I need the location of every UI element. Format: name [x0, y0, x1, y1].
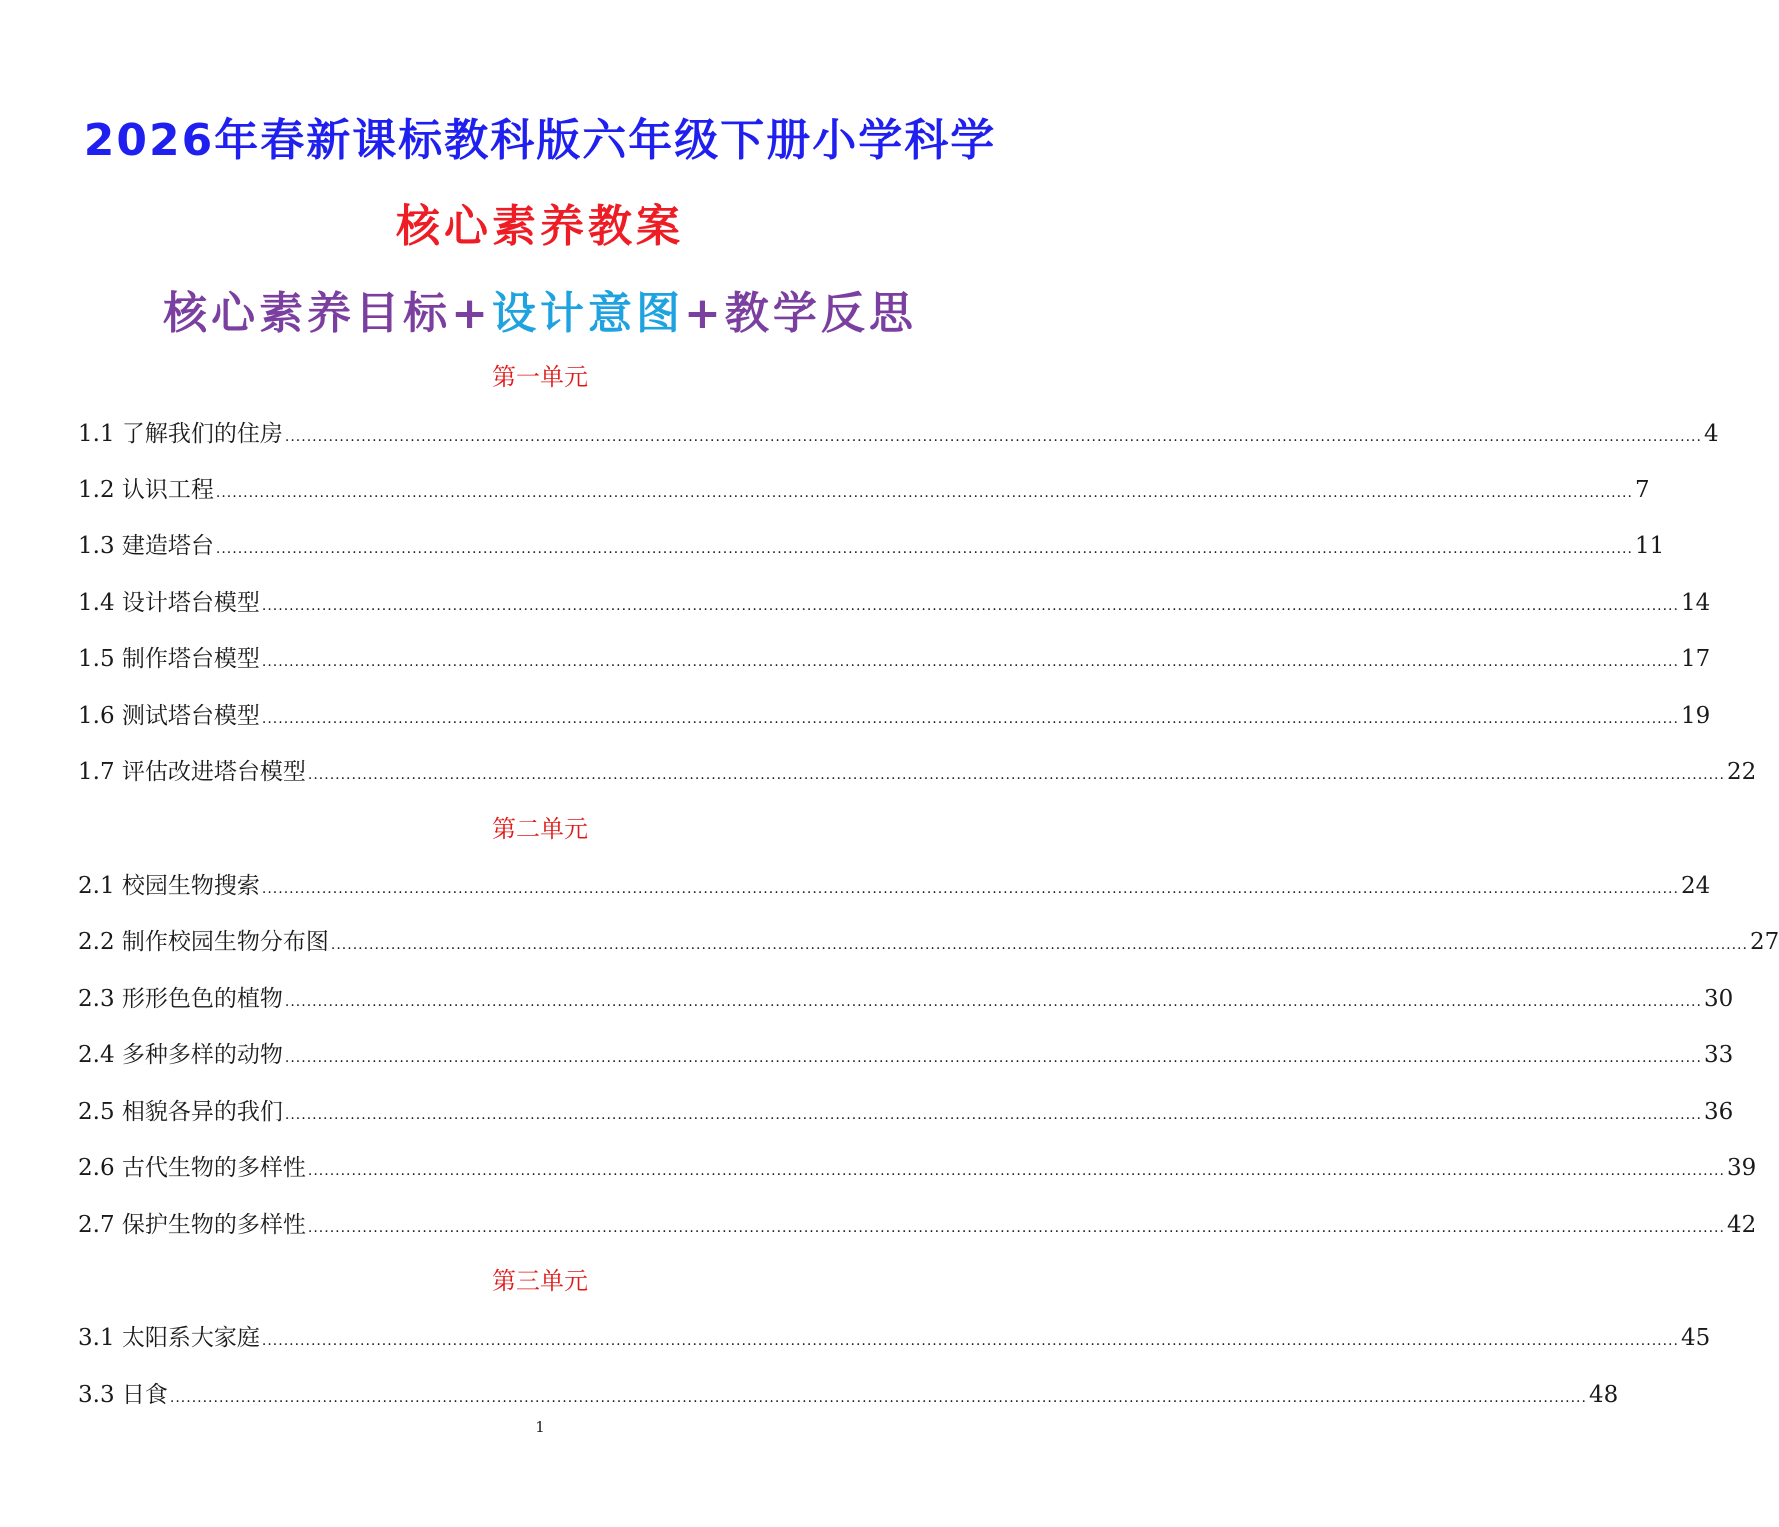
toc-dot-leader: .................................................................................................................................................................................................................................................................... — [284, 994, 1702, 1010]
document-title-line-2 — [0, 190, 1080, 254]
toc-dot-leader: .................................................................................................................................................................................................................................................................... — [215, 485, 1633, 501]
toc-dot-leader: .................................................................................................................................................................................................................................................................... — [169, 1390, 1587, 1406]
toc-entry-label: 3.3 日食 — [78, 1382, 168, 1408]
toc-entry-page: 24 — [1680, 873, 1711, 899]
toc-entry[interactable] — [78, 1097, 1734, 1127]
toc-entry-label: 2.2 制作校园生物分布图 — [78, 929, 329, 955]
title-line-3-part-1: 核心素养目标+ — [163, 288, 492, 339]
toc-entry-page: 27 — [1749, 929, 1779, 955]
toc-dot-leader: .................................................................................................................................................................................................................................................................... — [215, 541, 1633, 557]
unit-heading-3: 第三单元 — [492, 1267, 588, 1295]
toc-entry-label: 2.1 校园生物搜索 — [78, 873, 260, 899]
title-line-3-part-3: +教学反思 — [684, 288, 917, 339]
toc-dot-leader: .................................................................................................................................................................................................................................................................... — [307, 1163, 1725, 1179]
toc-entry[interactable] — [78, 419, 1719, 449]
toc-entry[interactable] — [78, 757, 1757, 787]
toc-entry-page: 7 — [1634, 477, 1650, 503]
unit-heading-1: 第一单元 — [492, 363, 588, 391]
toc-dot-leader: .................................................................................................................................................................................................................................................................... — [307, 767, 1725, 783]
toc-entry[interactable] — [78, 531, 1665, 561]
toc-entry-label: 2.4 多种多样的动物 — [78, 1042, 283, 1068]
toc-entry-label: 1.2 认识工程 — [78, 477, 214, 503]
toc-entry-page: 36 — [1703, 1099, 1734, 1125]
toc-entry-page: 14 — [1680, 590, 1711, 616]
toc-entry-label: 2.6 古代生物的多样性 — [78, 1155, 306, 1181]
toc-entry-page: 42 — [1726, 1212, 1757, 1238]
toc-entry[interactable] — [78, 588, 1711, 618]
toc-entry[interactable] — [78, 644, 1711, 674]
page-number: 1 — [535, 1418, 545, 1436]
toc-entry-page: 33 — [1703, 1042, 1734, 1068]
toc-entry[interactable] — [78, 871, 1711, 901]
toc-entry-page: 17 — [1680, 646, 1711, 672]
title-line-2-text: 核心素养教案 — [396, 201, 684, 252]
toc-entry-label: 1.7 评估改进塔台模型 — [78, 759, 306, 785]
toc-entry-label: 1.6 测试塔台模型 — [78, 703, 260, 729]
toc-dot-leader: .................................................................................................................................................................................................................................................................... — [261, 881, 1679, 897]
toc-entry-page: 48 — [1588, 1382, 1619, 1408]
document-title-line-1 — [0, 104, 1080, 168]
toc-entry-page: 39 — [1726, 1155, 1757, 1181]
toc-entry[interactable] — [78, 1153, 1757, 1183]
toc-entry-label: 1.5 制作塔台模型 — [78, 646, 260, 672]
toc-entry-label: 2.3 形形色色的植物 — [78, 986, 283, 1012]
document-title-line-3 — [0, 277, 1080, 341]
toc-entry-label: 1.4 设计塔台模型 — [78, 590, 260, 616]
toc-dot-leader: .................................................................................................................................................................................................................................................................... — [284, 1050, 1702, 1066]
toc-entry[interactable] — [78, 1040, 1734, 1070]
toc-entry[interactable] — [78, 1210, 1757, 1240]
toc-entry[interactable] — [78, 1323, 1711, 1353]
unit-heading-2: 第二单元 — [492, 815, 588, 843]
toc-dot-leader: .................................................................................................................................................................................................................................................................... — [261, 1333, 1679, 1349]
toc-dot-leader: .................................................................................................................................................................................................................................................................... — [261, 654, 1679, 670]
toc-entry[interactable] — [78, 475, 1650, 505]
title-line-1-text: 2026年春新课标教科版六年级下册小学科学 — [83, 115, 997, 166]
toc-entry[interactable] — [78, 927, 1779, 957]
toc-dot-leader: .................................................................................................................................................................................................................................................................... — [284, 1107, 1702, 1123]
toc-entry-label: 3.1 太阳系大家庭 — [78, 1325, 260, 1351]
toc-entry-label: 2.5 相貌各异的我们 — [78, 1099, 283, 1125]
toc-dot-leader: .................................................................................................................................................................................................................................................................... — [261, 598, 1679, 614]
toc-entry-label: 2.7 保护生物的多样性 — [78, 1212, 306, 1238]
toc-entry-label: 1.1 了解我们的住房 — [78, 421, 283, 447]
toc-dot-leader: .................................................................................................................................................................................................................................................................... — [330, 937, 1748, 953]
toc-entry-label: 1.3 建造塔台 — [78, 533, 214, 559]
toc-dot-leader: .................................................................................................................................................................................................................................................................... — [307, 1220, 1725, 1236]
toc-entry[interactable] — [78, 701, 1711, 731]
title-line-3-part-2: 设计意图 — [492, 288, 684, 339]
toc-entry-page: 19 — [1680, 703, 1711, 729]
toc-entry-page: 4 — [1703, 421, 1719, 447]
toc-entry[interactable] — [78, 1380, 1619, 1410]
toc-entry-page: 45 — [1680, 1325, 1711, 1351]
toc-dot-leader: .................................................................................................................................................................................................................................................................... — [261, 711, 1679, 727]
toc-entry[interactable] — [78, 984, 1734, 1014]
toc-dot-leader: .................................................................................................................................................................................................................................................................... — [284, 429, 1702, 445]
toc-entry-page: 30 — [1703, 986, 1734, 1012]
toc-entry-page: 22 — [1726, 759, 1757, 785]
toc-entry-page: 11 — [1634, 533, 1665, 559]
